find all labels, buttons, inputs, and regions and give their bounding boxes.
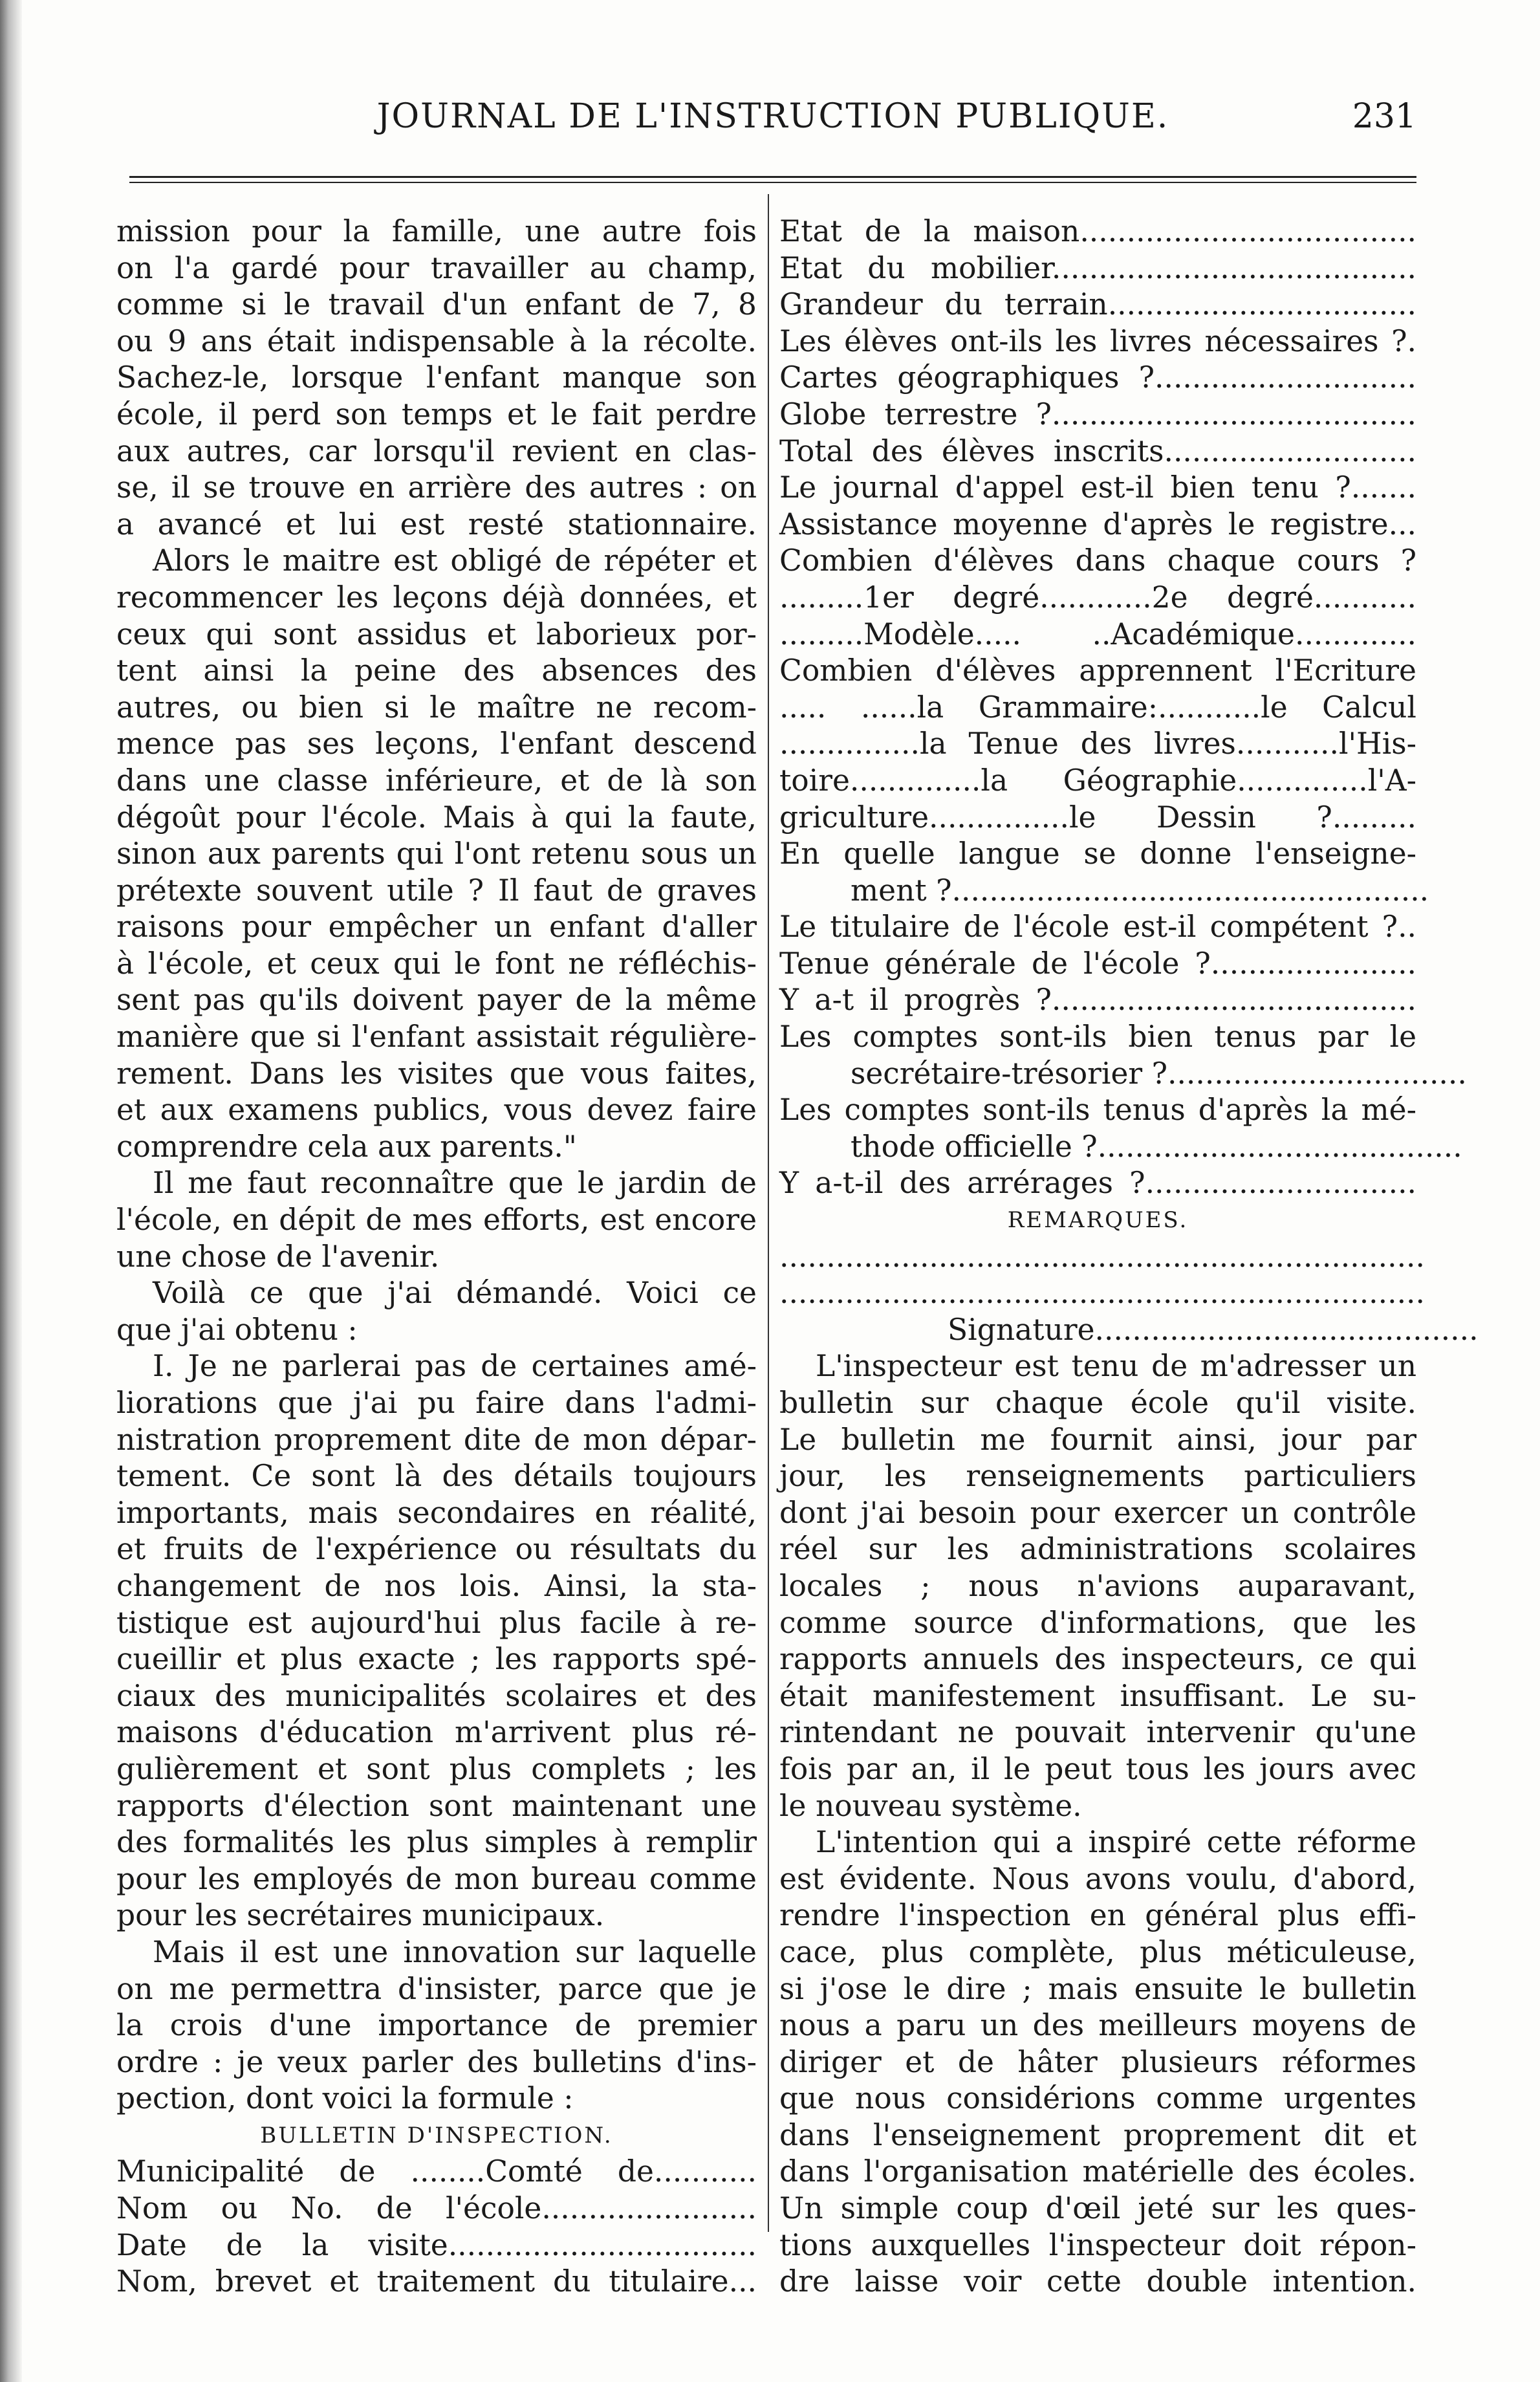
text-line: diriger et de hâter plusieurs réformes: [779, 2044, 1416, 2079]
text-line: mence pas ses leçons, l'enfant descend: [116, 727, 757, 761]
left-column: [116, 213, 757, 2300]
text-line: on l'a gardé pour travailler au champ,: [116, 250, 757, 285]
form-line: Nom ou No. de l'école.......................: [116, 2191, 757, 2226]
text-line: sinon aux parents qui l'ont retenu sous un: [116, 836, 757, 871]
text-line: dre laisse voir cette double intention.: [779, 2264, 1416, 2299]
text-line: gulièrement et sont plus complets ; les: [116, 1751, 757, 1786]
header-rule: [129, 176, 1416, 178]
text-line: école, il perd son temps et le fait perdre: [116, 397, 757, 432]
page-number: 231: [1352, 97, 1416, 136]
text-line: L'inspecteur est tenu de m'adresser un: [816, 1349, 1416, 1384]
form-line: Etat de la maison....................................: [779, 214, 1416, 248]
form-line: Date de la visite.................................: [116, 2227, 757, 2262]
text-line: le nouveau système.: [779, 1788, 1082, 1823]
text-line: comprendre cela aux parents.": [116, 1129, 577, 1164]
text-line: ordre : je veux parler des bulletins d'ins-: [116, 2044, 757, 2079]
form-line: .........Modèle..... ..Académique.............: [779, 617, 1416, 651]
text-line: dégoût pour l'école. Mais à qui la faute,: [116, 800, 757, 835]
text-line: locales ; nous n'avions auparavant,: [779, 1568, 1416, 1603]
text-line: cueillir et plus exacte ; les rapports spé-: [116, 1642, 757, 1677]
text-line: dans l'organisation matérielle des écoles.: [779, 2154, 1416, 2189]
text-line: aux autres, car lorsqu'il revient en clas-: [116, 433, 757, 468]
form-line: Combien d'élèves dans chaque cours ?: [779, 543, 1416, 578]
text-line: cace, plus complète, plus méticuleuse,: [779, 1934, 1416, 1969]
form-line: thode officielle ?.......................................: [851, 1129, 1462, 1164]
text-line: une chose de l'avenir.: [116, 1239, 440, 1274]
form-line: Y a-t-il des arrérages ?.............................: [779, 1166, 1416, 1201]
text-line: est évidente. Nous avons voulu, d'abord,: [779, 1861, 1416, 1896]
text-line: dans une classe inférieure, et de là son: [116, 763, 757, 798]
form-line: Tenue générale de l'école ?......................: [779, 946, 1416, 981]
form-line: Etat du mobilier.......................................: [779, 250, 1416, 285]
text-line: pection, dont voici la formule :: [116, 2081, 574, 2116]
text-line: comme source d'informations, que les: [779, 1605, 1416, 1640]
text-line: raisons pour empêcher un enfant d'aller: [116, 910, 757, 945]
text-line: que j'ai obtenu :: [116, 1312, 358, 1347]
text-line: pour les employés de mon bureau comme: [116, 1861, 757, 1896]
text-line: bulletin sur chaque école qu'il visite.: [779, 1386, 1416, 1420]
form-line: .........1er degré............2e degré...........: [779, 580, 1416, 615]
text-line: réel sur les administrations scolaires: [779, 1532, 1416, 1567]
text-line: dans l'enseignement proprement dit et: [779, 2117, 1416, 2152]
text-line: ceux qui sont assidus et laborieux por-: [116, 617, 757, 651]
text-line: rapports d'élection sont maintenant une: [116, 1788, 757, 1823]
remarks-heading: REMARQUES.: [1007, 1207, 1189, 1234]
running-title: JOURNAL DE L'INSTRUCTION PUBLIQUE.: [376, 97, 1169, 136]
text-line: Voilà ce que j'ai démandé. Voici ce: [153, 1276, 757, 1311]
form-line: Les comptes sont-ils bien tenus par le: [779, 1020, 1416, 1054]
text-line: jour, les renseignements particuliers: [779, 1459, 1416, 1494]
form-line: Nom, brevet et traitement du titulaire...: [116, 2264, 757, 2299]
form-line: Cartes géographiques ?............................: [779, 360, 1416, 395]
running-header: [129, 97, 1416, 155]
header-rule-secondary: [129, 182, 1416, 183]
form-line: griculture...............le Dessin ?.........: [779, 800, 1416, 835]
text-line: I. Je ne parlerai pas de certaines amé-: [153, 1349, 757, 1384]
text-line: tions auxquelles l'inspecteur doit répon-: [779, 2227, 1416, 2262]
text-line: Mais il est une innovation sur laquelle: [153, 1934, 757, 1969]
text-line: sent pas qu'ils doivent payer de la même: [116, 983, 757, 1018]
text-line: rintendant ne pouvait intervenir qu'une: [779, 1715, 1416, 1750]
text-line: Le bulletin me fournit ainsi, jour par: [779, 1422, 1416, 1457]
text-line: l'école, en dépit de mes efforts, est encore: [116, 1203, 757, 1238]
text-line: maisons d'éducation m'arrivent plus ré-: [116, 1715, 757, 1750]
text-line: Un simple coup d'œil jeté sur les ques-: [779, 2191, 1416, 2226]
text-line: mission pour la famille, une autre fois: [116, 214, 757, 248]
text-line: L'intention qui a inspiré cette réforme: [816, 1825, 1416, 1860]
text-line: rement. Dans les visites que vous faites,: [116, 1056, 757, 1091]
text-line: dont j'ai besoin pour exercer un contrôle: [779, 1495, 1416, 1530]
text-line: autres, ou bien si le maître ne recom-: [116, 690, 757, 725]
text-line: liorations que j'ai pu faire dans l'admi-: [116, 1386, 757, 1420]
text-line: recommencer les leçons déjà données, et: [116, 580, 757, 615]
form-line: secrétaire-trésorier ?................................: [851, 1056, 1467, 1091]
text-line: prétexte souvent utile ? Il faut de graves: [116, 873, 757, 908]
form-line: Assistance moyenne d'après le registre...: [779, 507, 1416, 541]
text-line: nistration proprement dite de mon dépar-: [116, 1422, 757, 1457]
form-line: Total des élèves inscrits...........................: [779, 433, 1416, 468]
form-line: Y a-t il progrès ?.......................................: [779, 983, 1416, 1018]
form-line: Le journal d'appel est-il bien tenu ?.......: [779, 470, 1416, 505]
text-line: a avancé et lui est resté stationnaire.: [116, 507, 757, 541]
text-line: fois par an, il le peut tous les jours avec: [779, 1751, 1416, 1786]
text-line: ou 9 ans était indispensable à la récolte.: [116, 323, 757, 358]
text-line: importants, mais secondaires en réalité,: [116, 1495, 757, 1530]
text-line: se, il se trouve en arrière des autres : on: [116, 470, 757, 505]
text-line: que nous considérions comme urgentes: [779, 2081, 1416, 2116]
text-line: si j'ose le dire ; mais ensuite le bulletin: [779, 1971, 1416, 2006]
form-line: ...............la Tenue des livres...........l'His-: [779, 727, 1416, 761]
text-line: changement de nos lois. Ainsi, la sta-: [116, 1568, 757, 1603]
form-line: Les comptes sont-ils tenus d'après la mé-: [779, 1093, 1416, 1128]
text-line: tistique est aujourd'hui plus facile à re-: [116, 1605, 757, 1640]
bulletin-heading: BULLETIN D'INSPECTION.: [260, 2122, 613, 2148]
form-line: toire..............la Géographie..............l'A-: [779, 763, 1416, 798]
text-line: Il me faut reconnaître que le jardin de: [153, 1166, 757, 1201]
text-line: Sachez-le, lorsque l'enfant manque son: [116, 360, 757, 395]
text-line: nous a paru un des meilleurs moyens de: [779, 2008, 1416, 2043]
text-line: à l'école, et ceux qui le font ne réfléchis-: [116, 946, 757, 981]
form-line: ment ?...................................................: [851, 873, 1429, 908]
text-line: comme si le travail d'un enfant de 7, 8: [116, 287, 757, 322]
text-line: et fruits de l'expérience ou résultats du: [116, 1532, 757, 1567]
form-line: En quelle langue se donne l'enseigne-: [779, 836, 1416, 871]
form-line: Municipalité de ........Comté de...........: [116, 2154, 757, 2189]
text-line: manière que si l'enfant assistait régulière-: [116, 1020, 757, 1054]
text-line: rapports annuels des inspecteurs, ce qui: [779, 1642, 1416, 1677]
right-column: [779, 213, 1479, 2300]
form-line: Combien d'élèves apprennent l'Ecriture: [779, 653, 1416, 688]
text-line: ciaux des municipalités scolaires et des: [116, 1678, 757, 1713]
form-line: Globe terrestre ?.......................................: [779, 397, 1416, 432]
dotted-line: .....................................................................: [779, 1239, 1425, 1274]
form-line: ..... ......la Grammaire:...........le Calcul: [779, 690, 1416, 725]
text-line: des formalités les plus simples à remplir: [116, 1825, 757, 1860]
binding-edge-shadow: [0, 0, 22, 2382]
text-line: on me permettra d'insister, parce que je: [116, 1971, 757, 2006]
form-line: Le titulaire de l'école est-il compétent ?..: [779, 910, 1416, 945]
form-line: Les élèves ont-ils les livres nécessaires ?.: [779, 323, 1416, 358]
text-line: et aux examens publics, vous devez faire: [116, 1093, 757, 1128]
text-line: la crois d'une importance de premier: [116, 2008, 757, 2043]
text-line: tement. Ce sont là des détails toujours: [116, 1459, 757, 1494]
text-line: rendre l'inspection en général plus effi-: [779, 1898, 1416, 1933]
signature-line: Signature.........................................: [948, 1312, 1479, 1347]
text-line: était manifestement insuffisant. Le su-: [779, 1678, 1416, 1713]
text-line: pour les secrétaires municipaux.: [116, 1898, 605, 1933]
text-line: Alors le maitre est obligé de répéter et: [153, 543, 757, 578]
dotted-line: .....................................................................: [779, 1276, 1425, 1311]
text-line: tent ainsi la peine des absences des: [116, 653, 757, 688]
column-divider: [768, 194, 769, 2232]
form-line: Grandeur du terrain.................................: [779, 287, 1416, 322]
